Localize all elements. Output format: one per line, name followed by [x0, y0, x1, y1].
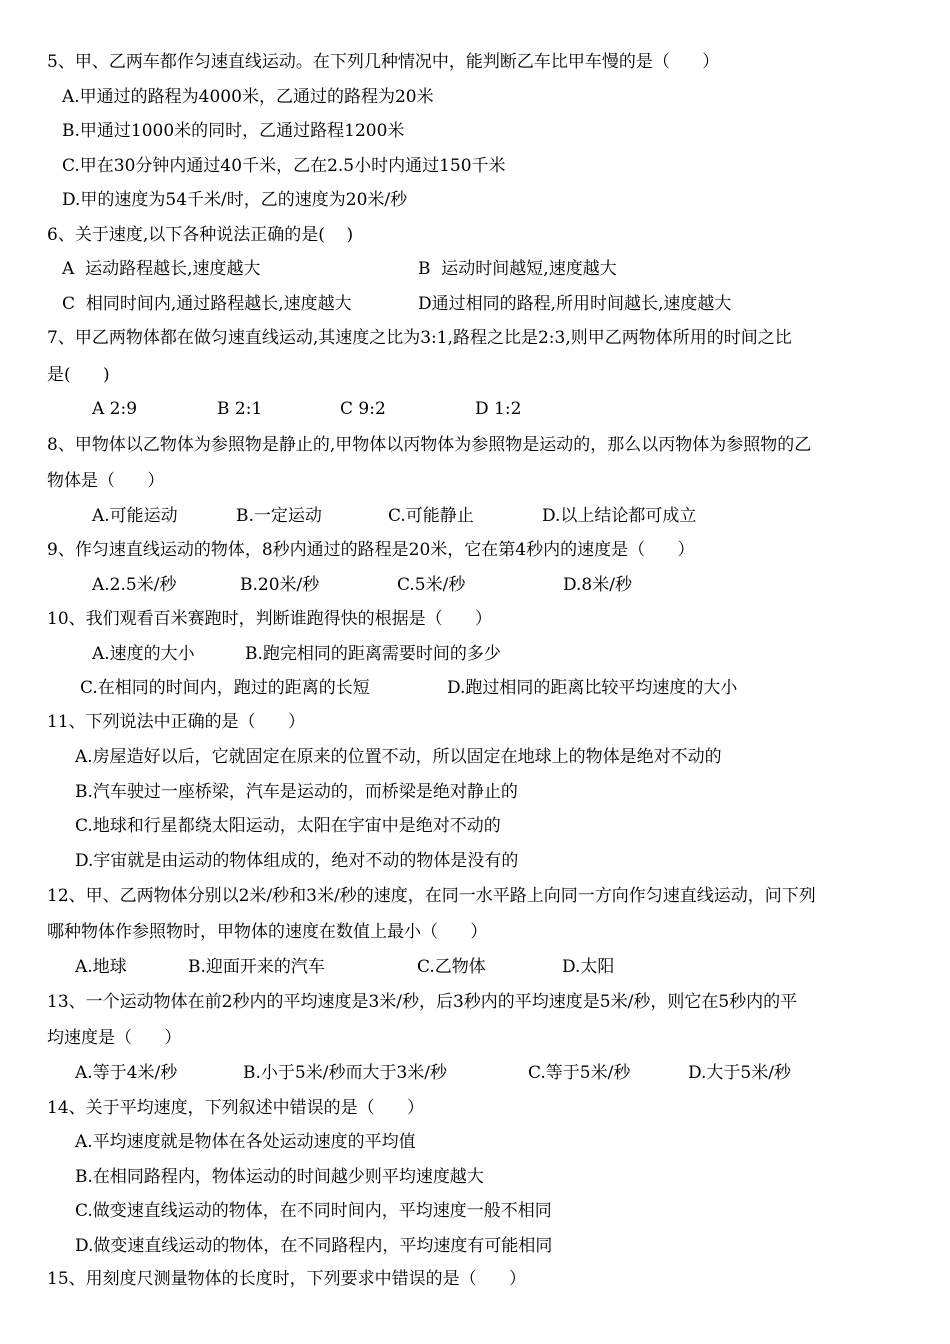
question-10-option-a: A.速度的大小 [92, 644, 195, 664]
question-11-option-b: B.汽车驶过一座桥梁，汽车是运动的，而桥梁是绝对静止的 [75, 782, 518, 802]
question-6-option-b: B 运动时间越短,速度越大 [418, 259, 617, 279]
question-12-stem-line-1: 12、甲、乙两物体分别以2米/秒和3米/秒的速度，在同一水平路上向同一方向作匀速直线运动，问下列 [47, 886, 816, 906]
question-14-option-c: C.做变速直线运动的物体，在不同时间内，平均速度一般不相同 [75, 1201, 552, 1221]
question-12-option-d: D.太阳 [562, 957, 615, 977]
question-7-option-a: A 2:9 [92, 399, 138, 419]
question-14-option-b: B.在相同路程内，物体运动的时间越少则平均速度越大 [75, 1167, 484, 1187]
question-10-stem: 10、我们观看百米赛跑时，判断谁跑得快的根据是（ ） [47, 609, 493, 629]
question-8-option-d: D.以上结论都可成立 [542, 506, 697, 526]
question-14-option-d: D.做变速直线运动的物体，在不同路程内，平均速度有可能相同 [75, 1236, 553, 1256]
question-7-option-d: D 1:2 [475, 399, 522, 419]
question-6-option-c: C 相同时间内,通过路程越长,速度越大 [62, 294, 352, 314]
question-6-option-d: D通过相同的路程,所用时间越长,速度越大 [418, 294, 732, 314]
question-11-option-d: D.宇宙就是由运动的物体组成的，绝对不动的物体是没有的 [75, 851, 519, 871]
question-5-option-a: A.甲通过的路程为4000米，乙通过的路程为20米 [62, 87, 434, 107]
question-5-stem: 5、甲、乙两车都作匀速直线运动。在下列几种情况中，能判断乙车比甲车慢的是（ ） [47, 52, 720, 72]
question-8-option-c: C.可能静止 [388, 506, 474, 526]
question-9-stem: 9、作匀速直线运动的物体，8秒内通过的路程是20米，它在第4秒内的速度是（ ） [47, 540, 695, 560]
question-10-option-c: C.在相同的时间内，跑过的距离的长短 [80, 678, 370, 698]
question-6-option-a: A 运动路程越长,速度越大 [62, 259, 261, 279]
question-7-stem-line-1: 7、甲乙两物体都在做匀速直线运动,其速度之比为3:1,路程之比是2:3,则甲乙两物体所用的时间之比 [47, 328, 792, 348]
question-11-option-c: C.地球和行星都绕太阳运动，太阳在宇宙中是绝对不动的 [75, 816, 501, 836]
question-7-option-c: C 9:2 [340, 399, 386, 419]
question-12-stem-line-2: 哪种物体作参照物时，甲物体的速度在数值上最小（ ） [47, 922, 488, 942]
question-7-stem-line-2: 是( ) [47, 365, 110, 385]
question-12-option-a: A.地球 [75, 957, 127, 977]
question-13-option-b: B.小于5米/秒而大于3米/秒 [243, 1063, 447, 1083]
question-10-option-b: B.跑完相同的距离需要时间的多少 [245, 644, 501, 664]
question-7-option-b: B 2:1 [217, 399, 263, 419]
question-14-stem: 14、关于平均速度，下列叙述中错误的是（ ） [47, 1098, 425, 1118]
question-13-option-a: A.等于4米/秒 [75, 1063, 178, 1083]
question-12-option-b: B.迎面开来的汽车 [188, 957, 325, 977]
question-8-stem-line-2: 物体是（ ） [47, 471, 165, 491]
question-9-option-d: D.8米/秒 [563, 575, 632, 595]
question-15-stem: 15、用刻度尺测量物体的长度时，下列要求中错误的是（ ） [47, 1269, 527, 1289]
question-9-option-a: A.2.5米/秒 [92, 575, 177, 595]
question-8-stem-line-1: 8、甲物体以乙物体为参照物是静止的,甲物体以丙物体为参照物是运动的，那么以丙物体为参照物的乙 [47, 435, 812, 455]
question-8-option-b: B.一定运动 [236, 506, 322, 526]
question-13-option-d: D.大于5米/秒 [688, 1063, 791, 1083]
question-9-option-b: B.20米/秒 [240, 575, 320, 595]
question-8-option-a: A.可能运动 [92, 506, 178, 526]
question-5-option-c: C.甲在30分钟内通过40千米，乙在2.5小时内通过150千米 [62, 156, 506, 176]
question-5-option-d: D.甲的速度为54千米/时，乙的速度为20米/秒 [62, 190, 408, 210]
question-5-option-b: B.甲通过1000米的同时，乙通过路程1200米 [62, 121, 405, 141]
question-13-stem-line-1: 13、一个运动物体在前2秒内的平均速度是3米/秒，后3秒内的平均速度是5米/秒，则它在5秒内的平 [47, 992, 798, 1012]
question-6-stem: 6、关于速度,以下各种说法正确的是( ) [47, 225, 354, 245]
question-9-option-c: C.5米/秒 [397, 575, 466, 595]
question-13-option-c: C.等于5米/秒 [528, 1063, 631, 1083]
question-14-option-a: A.平均速度就是物体在各处运动速度的平均值 [75, 1132, 416, 1152]
question-11-option-a: A.房屋造好以后，它就固定在原来的位置不动，所以固定在地球上的物体是绝对不动的 [75, 747, 722, 767]
question-10-option-d: D.跑过相同的距离比较平均速度的大小 [447, 678, 738, 698]
question-12-option-c: C.乙物体 [417, 957, 486, 977]
question-11-stem: 11、下列说法中正确的是（ ） [47, 712, 306, 732]
question-13-stem-line-2: 均速度是（ ） [47, 1028, 182, 1048]
